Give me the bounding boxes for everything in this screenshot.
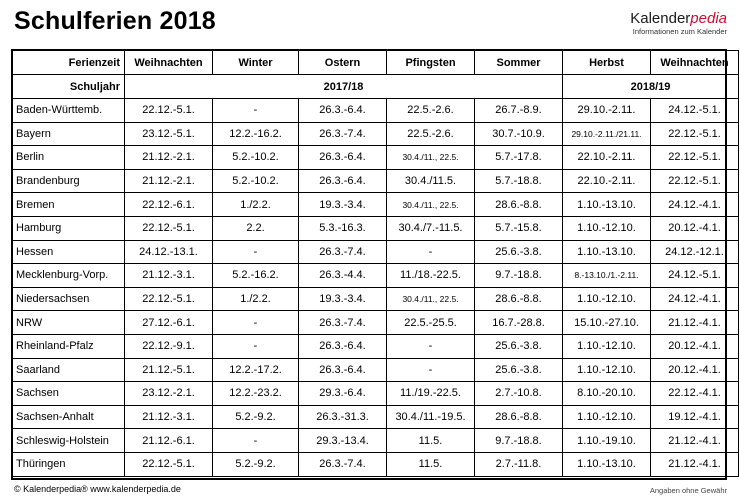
brand-tagline: Informationen zum Kalender [632,27,727,36]
holiday-cell: 25.6.-3.8. [475,334,563,358]
state-name: Brandenburg [13,169,125,193]
table-row [13,382,739,406]
holiday-cell: 30.4./11., 22.5. [387,193,475,217]
holiday-cell: 21.12.-5.1. [125,358,213,382]
column-header: Sommer [475,51,563,75]
brand-name [630,11,727,27]
holiday-cell: - [387,240,475,264]
table-row [13,429,739,453]
table-row [13,99,739,123]
state-name: Mecklenburg-Vorp. [13,264,125,288]
holiday-cell: 12.2.-17.2. [213,358,299,382]
state-name: Saarland [13,358,125,382]
school-year-2017-18: 2017/18 [125,75,563,99]
holiday-cell: 5.2.-9.2. [213,452,299,476]
table-row [13,405,739,429]
holiday-cell: 11./19.-22.5. [387,382,475,406]
holiday-cell: 23.12.-2.1. [125,382,213,406]
holiday-cell: 21.12.-4.1. [651,311,739,335]
holiday-cell: 22.12.-5.1. [125,99,213,123]
holiday-cell: 22.12.-5.1. [125,216,213,240]
table-row [13,146,739,170]
holiday-cell: - [213,334,299,358]
holiday-cell: 26.3.-7.4. [299,452,387,476]
holiday-cell: 26.3.-6.4. [299,146,387,170]
holiday-cell: 22.12.-5.1. [125,452,213,476]
holiday-cell: 9.7.-18.8. [475,429,563,453]
holiday-cell: - [213,99,299,123]
holiday-cell: 26.3.-6.4. [299,358,387,382]
holiday-cell: 21.12.-4.1. [651,452,739,476]
holiday-cell: - [213,311,299,335]
holiday-cell: 1.10.-12.10. [563,216,651,240]
table-row [13,193,739,217]
holiday-cell: 22.12.-5.1. [651,122,739,146]
holiday-cell: 22.12.-5.1. [651,169,739,193]
brand-logo [630,11,727,36]
table-row [13,240,739,264]
holiday-cell: 5.2.-9.2. [213,405,299,429]
holiday-table [12,50,739,477]
holiday-cell: 28.6.-8.8. [475,287,563,311]
holiday-cell: 30.4./11., 22.5. [387,146,475,170]
holiday-cell: 5.7.-18.8. [475,169,563,193]
holiday-cell: 30.7.-10.9. [475,122,563,146]
holiday-cell: 28.6.-8.8. [475,193,563,217]
holiday-cell: 5.7.-15.8. [475,216,563,240]
holiday-cell: 16.7.-28.8. [475,311,563,335]
holiday-cell: 24.12.-12.1. [651,240,739,264]
column-header: Weihnachten [651,51,739,75]
holiday-cell: 1.10.-13.10. [563,193,651,217]
holiday-cell: 5.7.-17.8. [475,146,563,170]
holiday-cell: 12.2.-23.2. [213,382,299,406]
holiday-cell: 1./2.2. [213,193,299,217]
holiday-cell: 22.5.-25.5. [387,311,475,335]
holiday-cell: 19.3.-3.4. [299,287,387,311]
holiday-cell: 26.3.-7.4. [299,122,387,146]
table-row [13,216,739,240]
holiday-cell: 21.12.-3.1. [125,405,213,429]
table-row [13,287,739,311]
table-row [13,334,739,358]
holiday-cell: 1.10.-12.10. [563,358,651,382]
state-name: Hamburg [13,216,125,240]
holiday-cell: 11.5. [387,429,475,453]
state-name: Niedersachsen [13,287,125,311]
table-row [13,169,739,193]
holiday-cell: 19.12.-4.1. [651,405,739,429]
column-header: Herbst [563,51,651,75]
holiday-cell: 29.10.-2.11./21.11. [563,122,651,146]
state-name: Schleswig-Holstein [13,429,125,453]
holiday-cell: 21.12.-6.1. [125,429,213,453]
state-name: Sachsen [13,382,125,406]
holiday-cell: 22.12.-5.1. [651,146,739,170]
holiday-cell: 1./2.2. [213,287,299,311]
holiday-cell: 24.12.-4.1. [651,193,739,217]
holiday-cell: 22.5.-2.6. [387,99,475,123]
holiday-cell: 5.2.-10.2. [213,146,299,170]
brand-name-part2: pedia [690,10,727,27]
holiday-cell: 1.10.-19.10. [563,429,651,453]
table-row [13,264,739,288]
holiday-cell: 27.12.-6.1. [125,311,213,335]
holiday-cell: 30.4./11., 22.5. [387,287,475,311]
holiday-cell: - [387,358,475,382]
holiday-cell: 20.12.-4.1. [651,216,739,240]
holiday-cell: 22.12.-5.1. [125,287,213,311]
holiday-cell: 20.12.-4.1. [651,358,739,382]
holiday-cell: 22.10.-2.11. [563,169,651,193]
holiday-cell: 9.7.-18.8. [475,264,563,288]
holiday-cell: 8.-13.10./1.-2.11. [563,264,651,288]
holiday-cell: - [213,240,299,264]
holiday-cell: 26.3.-7.4. [299,240,387,264]
holiday-cell: 25.6.-3.8. [475,358,563,382]
holiday-cell: 28.6.-8.8. [475,405,563,429]
holiday-cell: 22.12.-6.1. [125,193,213,217]
column-header: Ostern [299,51,387,75]
holiday-cell: 24.12.-5.1. [651,99,739,123]
holiday-cell: 1.10.-12.10. [563,287,651,311]
holiday-cell: 5.2.-16.2. [213,264,299,288]
header-row-ferienzeit [13,51,739,75]
page-title: Schulferien 2018 [14,7,216,35]
table-row [13,122,739,146]
holiday-cell: 2.7.-11.8. [475,452,563,476]
holiday-cell: 11.5. [387,452,475,476]
holiday-cell: - [213,429,299,453]
holiday-cell: 26.3.-6.4. [299,99,387,123]
footer-disclaimer: Angaben ohne Gewähr [649,486,727,495]
table-row [13,311,739,335]
holiday-cell: 22.12.-4.1. [651,382,739,406]
holiday-cell: 30.4./11.5. [387,169,475,193]
holiday-cell: 20.12.-4.1. [651,334,739,358]
holiday-cell: 22.10.-2.11. [563,146,651,170]
table-row [13,358,739,382]
holiday-cell: 5.2.-10.2. [213,169,299,193]
state-name: Bremen [13,193,125,217]
holiday-cell: 19.3.-3.4. [299,193,387,217]
holiday-cell: 24.12.-4.1. [651,287,739,311]
column-header: Weihnachten [125,51,213,75]
state-name: Hessen [13,240,125,264]
brand-name-part1: Kalender [630,10,691,27]
column-header: Pfingsten [387,51,475,75]
state-name: Bayern [13,122,125,146]
holiday-cell: 1.10.-13.10. [563,240,651,264]
school-year-2018-19: 2018/19 [563,75,739,99]
holiday-cell: 8.10.-20.10. [563,382,651,406]
holiday-cell: 26.3.-6.4. [299,334,387,358]
holiday-cell: 26.3.-4.4. [299,264,387,288]
holiday-cell: 1.10.-12.10. [563,334,651,358]
holiday-cell: 24.12.-13.1. [125,240,213,264]
schuljahr-label: Schuljahr [13,75,125,99]
holiday-cell: 21.12.-2.1. [125,169,213,193]
column-header: Winter [213,51,299,75]
holiday-cell: 15.10.-27.10. [563,311,651,335]
holiday-cell: 11./18.-22.5. [387,264,475,288]
holiday-cell: 2.7.-10.8. [475,382,563,406]
holiday-cell: 30.4./7.-11.5. [387,216,475,240]
holiday-cell: 21.12.-3.1. [125,264,213,288]
state-name: Sachsen-Anhalt [13,405,125,429]
state-name: Thüringen [13,452,125,476]
holiday-cell: 25.6.-3.8. [475,240,563,264]
holiday-cell: 21.12.-2.1. [125,146,213,170]
table-row [13,452,739,476]
holiday-cell: 29.10.-2.11. [563,99,651,123]
holiday-cell: 30.4./11.-19.5. [387,405,475,429]
holiday-cell: 12.2.-16.2. [213,122,299,146]
holiday-cell: 29.3.-6.4. [299,382,387,406]
state-name: Baden-Württemb. [13,99,125,123]
holiday-cell: 22.5.-2.6. [387,122,475,146]
header-row-schuljahr [13,75,739,99]
holiday-cell: 26.3.-31.3. [299,405,387,429]
holiday-cell: 26.3.-6.4. [299,169,387,193]
holiday-cell: 26.3.-7.4. [299,311,387,335]
state-name: Rheinland-Pfalz [13,334,125,358]
holiday-cell: - [387,334,475,358]
holiday-cell: 29.3.-13.4. [299,429,387,453]
ferienzeit-label: Ferienzeit [13,51,125,75]
holiday-cell: 22.12.-9.1. [125,334,213,358]
holiday-cell: 2.2. [213,216,299,240]
holiday-cell: 24.12.-5.1. [651,264,739,288]
state-name: Berlin [13,146,125,170]
holiday-cell: 5.3.-16.3. [299,216,387,240]
holiday-cell: 26.7.-8.9. [475,99,563,123]
state-name: NRW [13,311,125,335]
holiday-cell: 21.12.-4.1. [651,429,739,453]
holiday-cell: 1.10.-13.10. [563,452,651,476]
holiday-cell: 1.10.-12.10. [563,405,651,429]
holiday-cell: 23.12.-5.1. [125,122,213,146]
footer-copyright: © Kalenderpedia® www.kalenderpedia.de [14,484,181,494]
